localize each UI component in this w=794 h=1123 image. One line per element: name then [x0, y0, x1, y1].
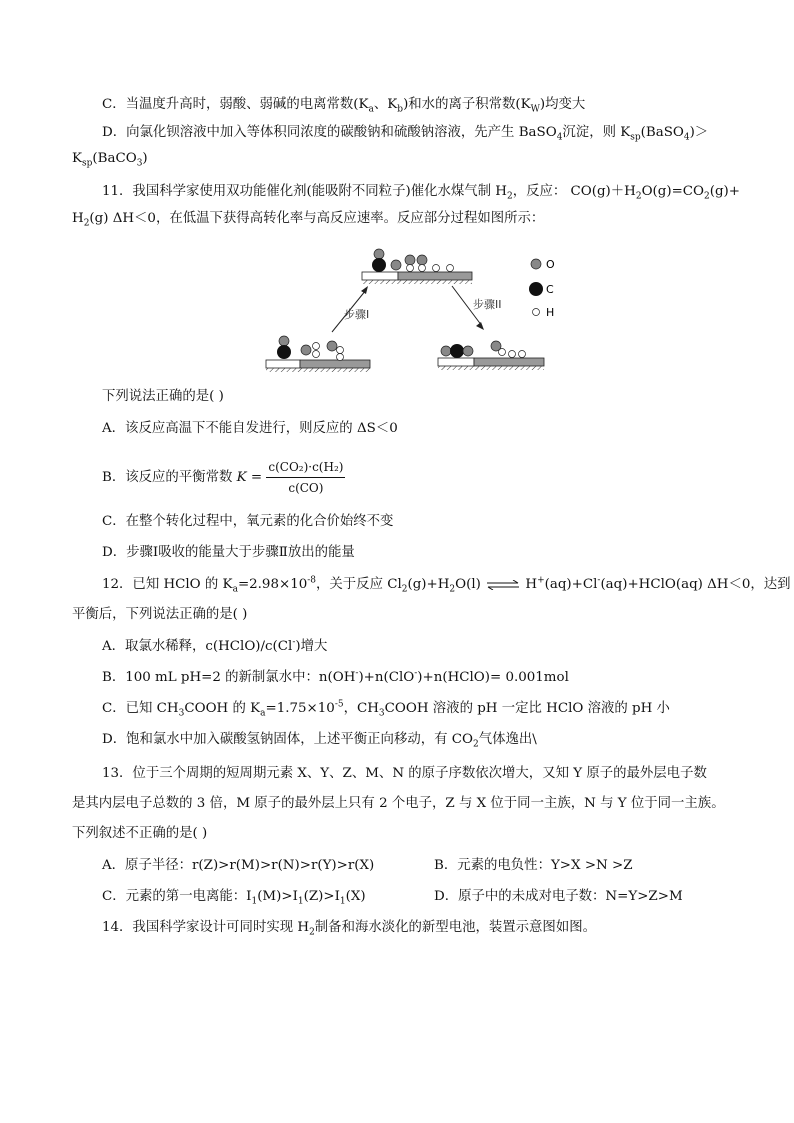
q12-option-b: B．100 mL pH=2 的新制氯水中：n(OH-)+n(ClO-)+n(HClO)= 0.001mol: [102, 668, 569, 685]
question-13-stem-cont: 是其内层电子总数的 3 倍，M 原子的最外层上只有 2 个电子，Z 与 X 位于同一主族，N 与 Y 位于同一主族。: [72, 796, 725, 811]
equilibrium-fraction: $\frac{\text{c(CO₂)·c(H₂)}}{c(CO)}$: [268, 460, 344, 495]
q11-option-c: C．在整个转化过程中，氧元素的化合价始终不变: [102, 514, 394, 529]
step1-label: 步骤I: [344, 308, 370, 321]
question-14-stem: 14．我国科学家设计可同时实现 $H_2$制备和海水淡化的新型电池，装置示意图如图。: [102, 920, 596, 938]
step2-label: 步骤II: [473, 298, 502, 311]
question-12-stem: 12．已知 HClO 的 $K_a=2.98\times 10^{-8}$，关于反应 $Cl_2(g)+H_2O(l)$ H+(aq)+Cl-(aq)+HClO(aq) ΔH＜0，达到: [102, 575, 791, 595]
top-catalyst: [362, 249, 472, 284]
legend-o: O: [546, 258, 555, 271]
q13-option-a: A．原子半径：r(Z)>r(M)>r(N)>r(Y)>r(X): [102, 858, 375, 873]
equilibrium-arrow-icon: [485, 580, 521, 590]
legend: [529, 258, 555, 319]
question-11-stem: 11．我国科学家使用双功能催化剂(能吸附不同粒子)催化水煤气制 $H_2$，反应： $CO(g)+H_2O(g)=CO_2(g)+$: [102, 184, 741, 202]
right-catalyst: [438, 341, 544, 370]
question-13-ask: 下列叙述不正确的是( ): [72, 826, 208, 841]
q12-option-d: D．饱和氯水中加入碳酸氢钠固体，上述平衡正向移动，有 $CO_2$气体逸出\: [102, 732, 537, 750]
q12-option-a: A．取氯水稀释，c(HClO)/c(Cl-)增大: [102, 637, 328, 654]
q12-option-c: C．已知 $CH_3COOH$ 的 $K_a=1.75\times 10^{-5}$，$CH_3COOH$ 溶液的 pH 一定比 HClO 溶液的 pH 小: [102, 699, 670, 719]
q13-option-b: B．元素的电负性：Y>X >N >Z: [434, 858, 633, 873]
option-d-ksp: D．向氯化钡溶液中加入等体积同浓度的碳酸钠和硫酸钠溶液，先产生 BaSO$_4$沉淀，则 $K_{sp}(BaSO_4)>$: [102, 125, 709, 143]
q13-option-c: C．元素的第一电离能：$I_1(M)>I_1(Z)>I_1(X)$: [102, 889, 366, 907]
q11-option-b: B．该反应的平衡常数 K = $\frac{\text{c(CO₂)·c(H₂)}}{c(CO)}$: [102, 460, 344, 495]
legend-c: C: [546, 283, 554, 296]
option-c-ionization: C．当温度升高时，弱酸、弱碱的电离常数($K_a$、$K_b$)和水的离子积常数$(K_W)$均变大: [102, 97, 586, 115]
q13-option-d: D．原子中的未成对电子数：N=Y>Z>M: [434, 889, 683, 904]
question-12-stem-cont: 平衡后，下列说法正确的是( ): [72, 607, 248, 622]
question-11-stem-cont: $H_2(g)$ ΔH＜0，在低温下获得高转化率与高反应速率。反应部分过程如图所示：: [72, 211, 545, 229]
legend-h: H: [546, 306, 555, 319]
q11-option-d: D．步骤Ⅰ吸收的能量大于步骤Ⅱ放出的能量: [102, 545, 355, 560]
question-11-ask: 下列说法正确的是( ): [102, 389, 224, 404]
question-13-stem: 13．位于三个周期的短周期元素 X、Y、Z、M、N 的原子序数依次增大，又知 Y 原子的最外层电子数: [102, 766, 707, 781]
reaction-diagram: [260, 240, 570, 374]
option-d-ksp-cont: $K_{sp}(BaCO_3)$: [72, 151, 148, 169]
left-catalyst: [266, 336, 370, 372]
q11-option-a: A．该反应高温下不能自发进行，则反应的 ΔS＜0: [102, 421, 398, 436]
